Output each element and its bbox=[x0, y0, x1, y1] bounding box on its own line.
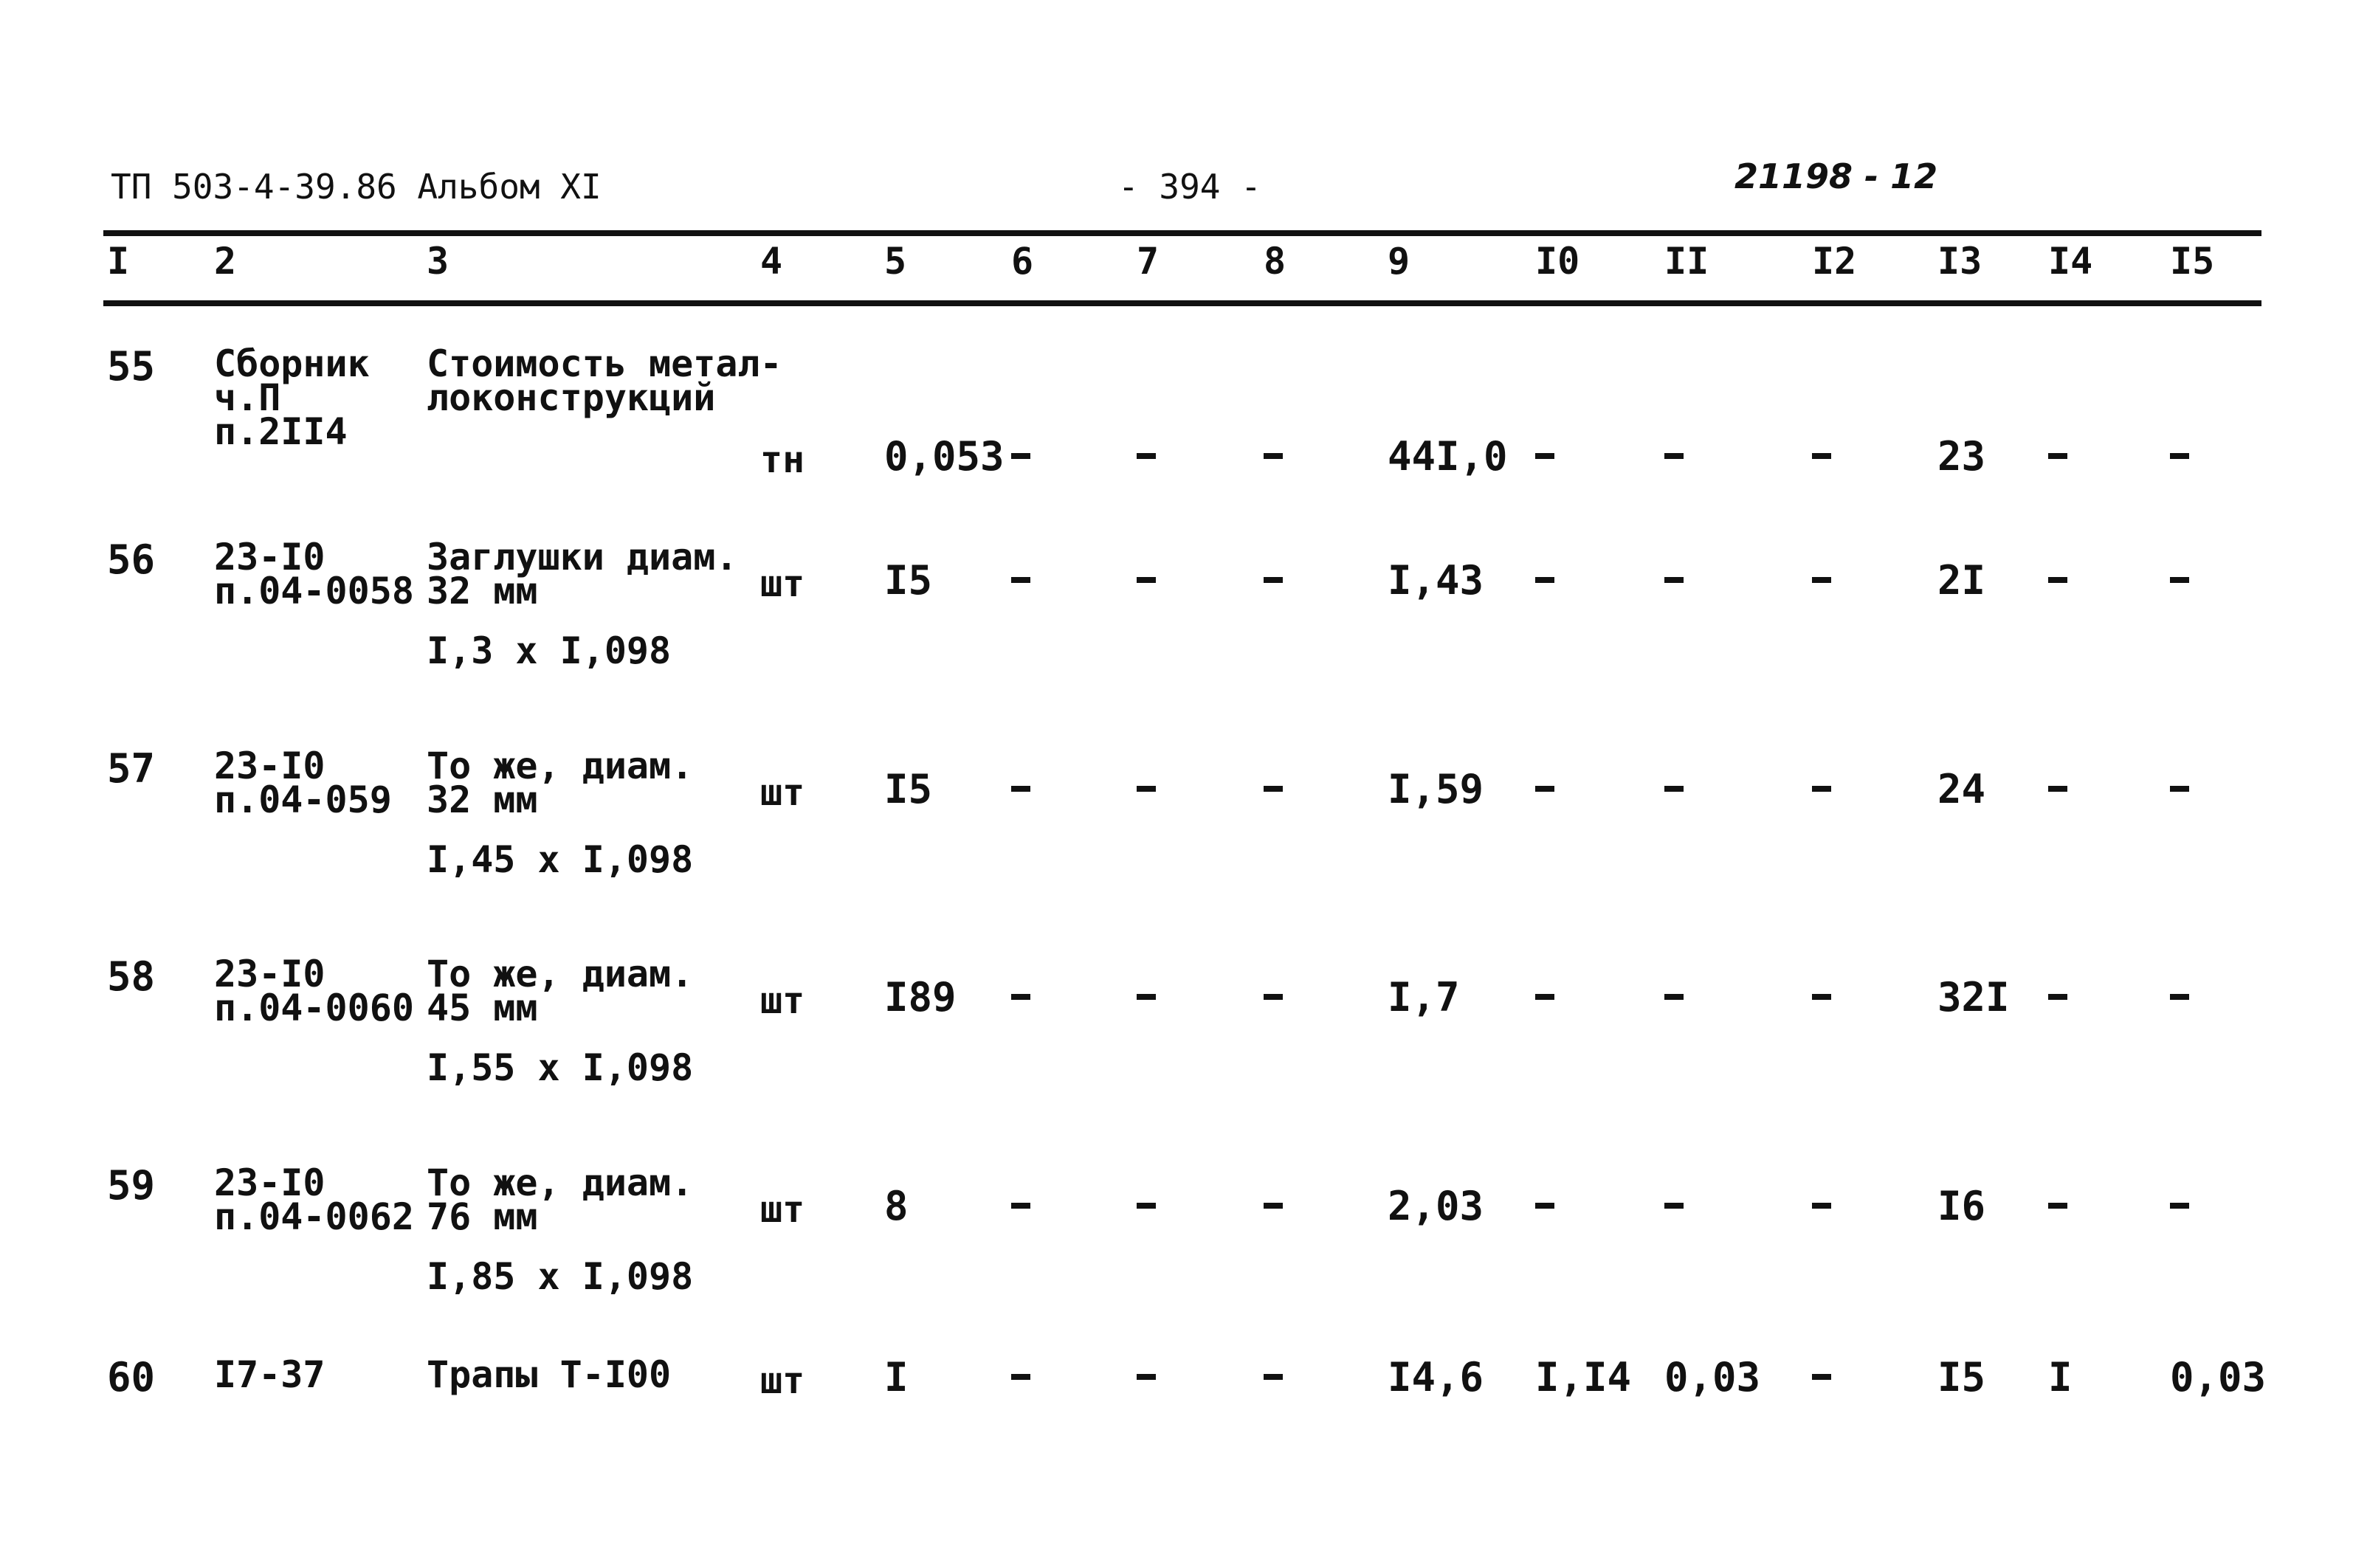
norm-reference: п.04-0062 bbox=[214, 1195, 414, 1238]
row-number: 59 bbox=[107, 1162, 156, 1209]
norm-reference: п.2II4 bbox=[214, 410, 348, 453]
empty-value-dash bbox=[1137, 994, 1156, 1000]
empty-value-dash bbox=[2048, 1203, 2067, 1209]
empty-value-dash bbox=[1535, 577, 1554, 583]
row-number: 55 bbox=[107, 343, 156, 390]
empty-value-dash bbox=[1812, 786, 1831, 792]
top-rule bbox=[103, 230, 2261, 236]
page-number: - 394 - bbox=[1118, 167, 1261, 207]
column-number: 2 bbox=[214, 240, 237, 283]
empty-value-dash bbox=[1264, 786, 1283, 792]
norm-reference: ч.П bbox=[214, 376, 281, 419]
norm-reference: 23-I0 bbox=[214, 536, 325, 578]
work-description: 45 мм bbox=[427, 987, 538, 1029]
empty-value-dash bbox=[1264, 453, 1283, 459]
value-column-15: 0,03 bbox=[2170, 1354, 2267, 1401]
coefficient-formula: I,85 x I,098 bbox=[427, 1255, 694, 1298]
column-number: 3 bbox=[427, 240, 449, 283]
empty-value-dash bbox=[1137, 786, 1156, 792]
work-description: То же, диам. bbox=[427, 745, 694, 787]
empty-value-dash bbox=[1011, 786, 1030, 792]
empty-value-dash bbox=[1812, 1374, 1831, 1380]
column-number: I2 bbox=[1812, 240, 1857, 283]
coefficient-formula: I,45 x I,098 bbox=[427, 838, 694, 881]
value-column-9: I,59 bbox=[1388, 766, 1484, 812]
empty-value-dash bbox=[1011, 994, 1030, 1000]
empty-value-dash bbox=[1664, 577, 1684, 583]
work-description: Стоимость метал- bbox=[427, 342, 782, 385]
empty-value-dash bbox=[1264, 577, 1283, 583]
value-column-9: 44I,0 bbox=[1388, 433, 1508, 480]
row-number: 58 bbox=[107, 953, 156, 1000]
norm-reference: 23-I0 bbox=[214, 1161, 325, 1204]
value-column-14: I bbox=[2048, 1354, 2073, 1401]
empty-value-dash bbox=[2170, 577, 2189, 583]
work-description: 32 мм bbox=[427, 778, 538, 821]
empty-value-dash bbox=[1137, 453, 1156, 459]
empty-value-dash bbox=[1011, 577, 1030, 583]
empty-value-dash bbox=[2048, 453, 2067, 459]
empty-value-dash bbox=[1011, 1203, 1030, 1209]
column-number: I3 bbox=[1937, 240, 1982, 283]
empty-value-dash bbox=[1535, 786, 1554, 792]
column-number: 7 bbox=[1137, 240, 1160, 283]
column-number: 5 bbox=[884, 240, 907, 283]
value-column-13: 24 bbox=[1937, 766, 1986, 812]
empty-value-dash bbox=[1535, 453, 1554, 459]
empty-value-dash bbox=[2048, 577, 2067, 583]
column-number: I bbox=[107, 240, 130, 283]
value-column-11: 0,03 bbox=[1664, 1354, 1761, 1401]
value-column-13: 23 bbox=[1937, 433, 1986, 480]
unit-of-measure: шт bbox=[760, 979, 805, 1022]
norm-reference: 23-I0 bbox=[214, 953, 325, 995]
value-column-13: I5 bbox=[1937, 1354, 1986, 1401]
work-description: локонструкций bbox=[427, 376, 716, 419]
empty-value-dash bbox=[1812, 994, 1831, 1000]
value-column-5: 8 bbox=[884, 1183, 909, 1229]
empty-value-dash bbox=[1812, 453, 1831, 459]
empty-value-dash bbox=[1812, 1203, 1831, 1209]
unit-of-measure: шт bbox=[760, 771, 805, 814]
empty-value-dash bbox=[1664, 453, 1684, 459]
column-number: I4 bbox=[2048, 240, 2093, 283]
norm-reference: Сборник bbox=[214, 342, 370, 385]
value-column-13: 2I bbox=[1937, 557, 1986, 604]
empty-value-dash bbox=[1137, 1203, 1156, 1209]
column-number: II bbox=[1664, 240, 1709, 283]
column-number: 9 bbox=[1388, 240, 1410, 283]
empty-value-dash bbox=[1137, 577, 1156, 583]
column-number: I5 bbox=[2170, 240, 2215, 283]
unit-of-measure: тн bbox=[760, 438, 805, 481]
work-description: То же, диам. bbox=[427, 953, 694, 995]
value-column-9: I,43 bbox=[1388, 557, 1484, 604]
value-column-5: I89 bbox=[884, 974, 957, 1020]
empty-value-dash bbox=[2170, 453, 2189, 459]
column-number: 4 bbox=[760, 240, 783, 283]
work-description: Трапы Т-I00 bbox=[427, 1353, 672, 1396]
value-column-9: 2,03 bbox=[1388, 1183, 1484, 1229]
work-description: 32 мм bbox=[427, 570, 538, 612]
coefficient-formula: I,3 x I,098 bbox=[427, 629, 672, 672]
value-column-5: I bbox=[884, 1354, 909, 1401]
empty-value-dash bbox=[2170, 994, 2189, 1000]
value-column-9: I,7 bbox=[1388, 974, 1460, 1020]
empty-value-dash bbox=[1812, 577, 1831, 583]
work-description: То же, диам. bbox=[427, 1161, 694, 1204]
norm-reference: п.04-0060 bbox=[214, 987, 414, 1029]
document-code: ТП 503-4-39.86 Альбом XI bbox=[111, 167, 602, 207]
value-column-5: I5 bbox=[884, 766, 933, 812]
row-number: 60 bbox=[107, 1354, 156, 1401]
norm-reference: 23-I0 bbox=[214, 745, 325, 787]
column-number: 6 bbox=[1011, 240, 1034, 283]
norm-reference: п.04-059 bbox=[214, 778, 392, 821]
empty-value-dash bbox=[2048, 994, 2067, 1000]
handwritten-reference: 21198 - 12 bbox=[1734, 156, 1938, 196]
row-number: 56 bbox=[107, 536, 156, 583]
value-column-13: 32I bbox=[1937, 974, 2010, 1020]
unit-of-measure: шт bbox=[760, 1188, 805, 1231]
empty-value-dash bbox=[1264, 1374, 1283, 1380]
empty-value-dash bbox=[2170, 1203, 2189, 1209]
column-number: 8 bbox=[1264, 240, 1286, 283]
empty-value-dash bbox=[1535, 994, 1554, 1000]
empty-value-dash bbox=[2048, 786, 2067, 792]
empty-value-dash bbox=[1011, 453, 1030, 459]
coefficient-formula: I,55 x I,098 bbox=[427, 1046, 694, 1089]
norm-reference: п.04-0058 bbox=[214, 570, 414, 612]
empty-value-dash bbox=[1264, 994, 1283, 1000]
empty-value-dash bbox=[1664, 1203, 1684, 1209]
value-column-13: I6 bbox=[1937, 1183, 1986, 1229]
unit-of-measure: шт bbox=[760, 1359, 805, 1402]
empty-value-dash bbox=[1011, 1374, 1030, 1380]
work-description: 76 мм bbox=[427, 1195, 538, 1238]
empty-value-dash bbox=[1535, 1203, 1554, 1209]
work-description: Заглушки диам. bbox=[427, 536, 738, 578]
value-column-5: 0,053 bbox=[884, 433, 1005, 480]
column-number: I0 bbox=[1535, 240, 1580, 283]
empty-value-dash bbox=[2170, 786, 2189, 792]
empty-value-dash bbox=[1664, 994, 1684, 1000]
empty-value-dash bbox=[1664, 786, 1684, 792]
header-rule bbox=[103, 300, 2261, 306]
value-column-10: I,I4 bbox=[1535, 1354, 1632, 1401]
empty-value-dash bbox=[1264, 1203, 1283, 1209]
norm-reference: I7-37 bbox=[214, 1353, 325, 1396]
unit-of-measure: шт bbox=[760, 562, 805, 605]
row-number: 57 bbox=[107, 745, 156, 792]
value-column-9: I4,6 bbox=[1388, 1354, 1484, 1401]
value-column-5: I5 bbox=[884, 557, 933, 604]
empty-value-dash bbox=[1137, 1374, 1156, 1380]
